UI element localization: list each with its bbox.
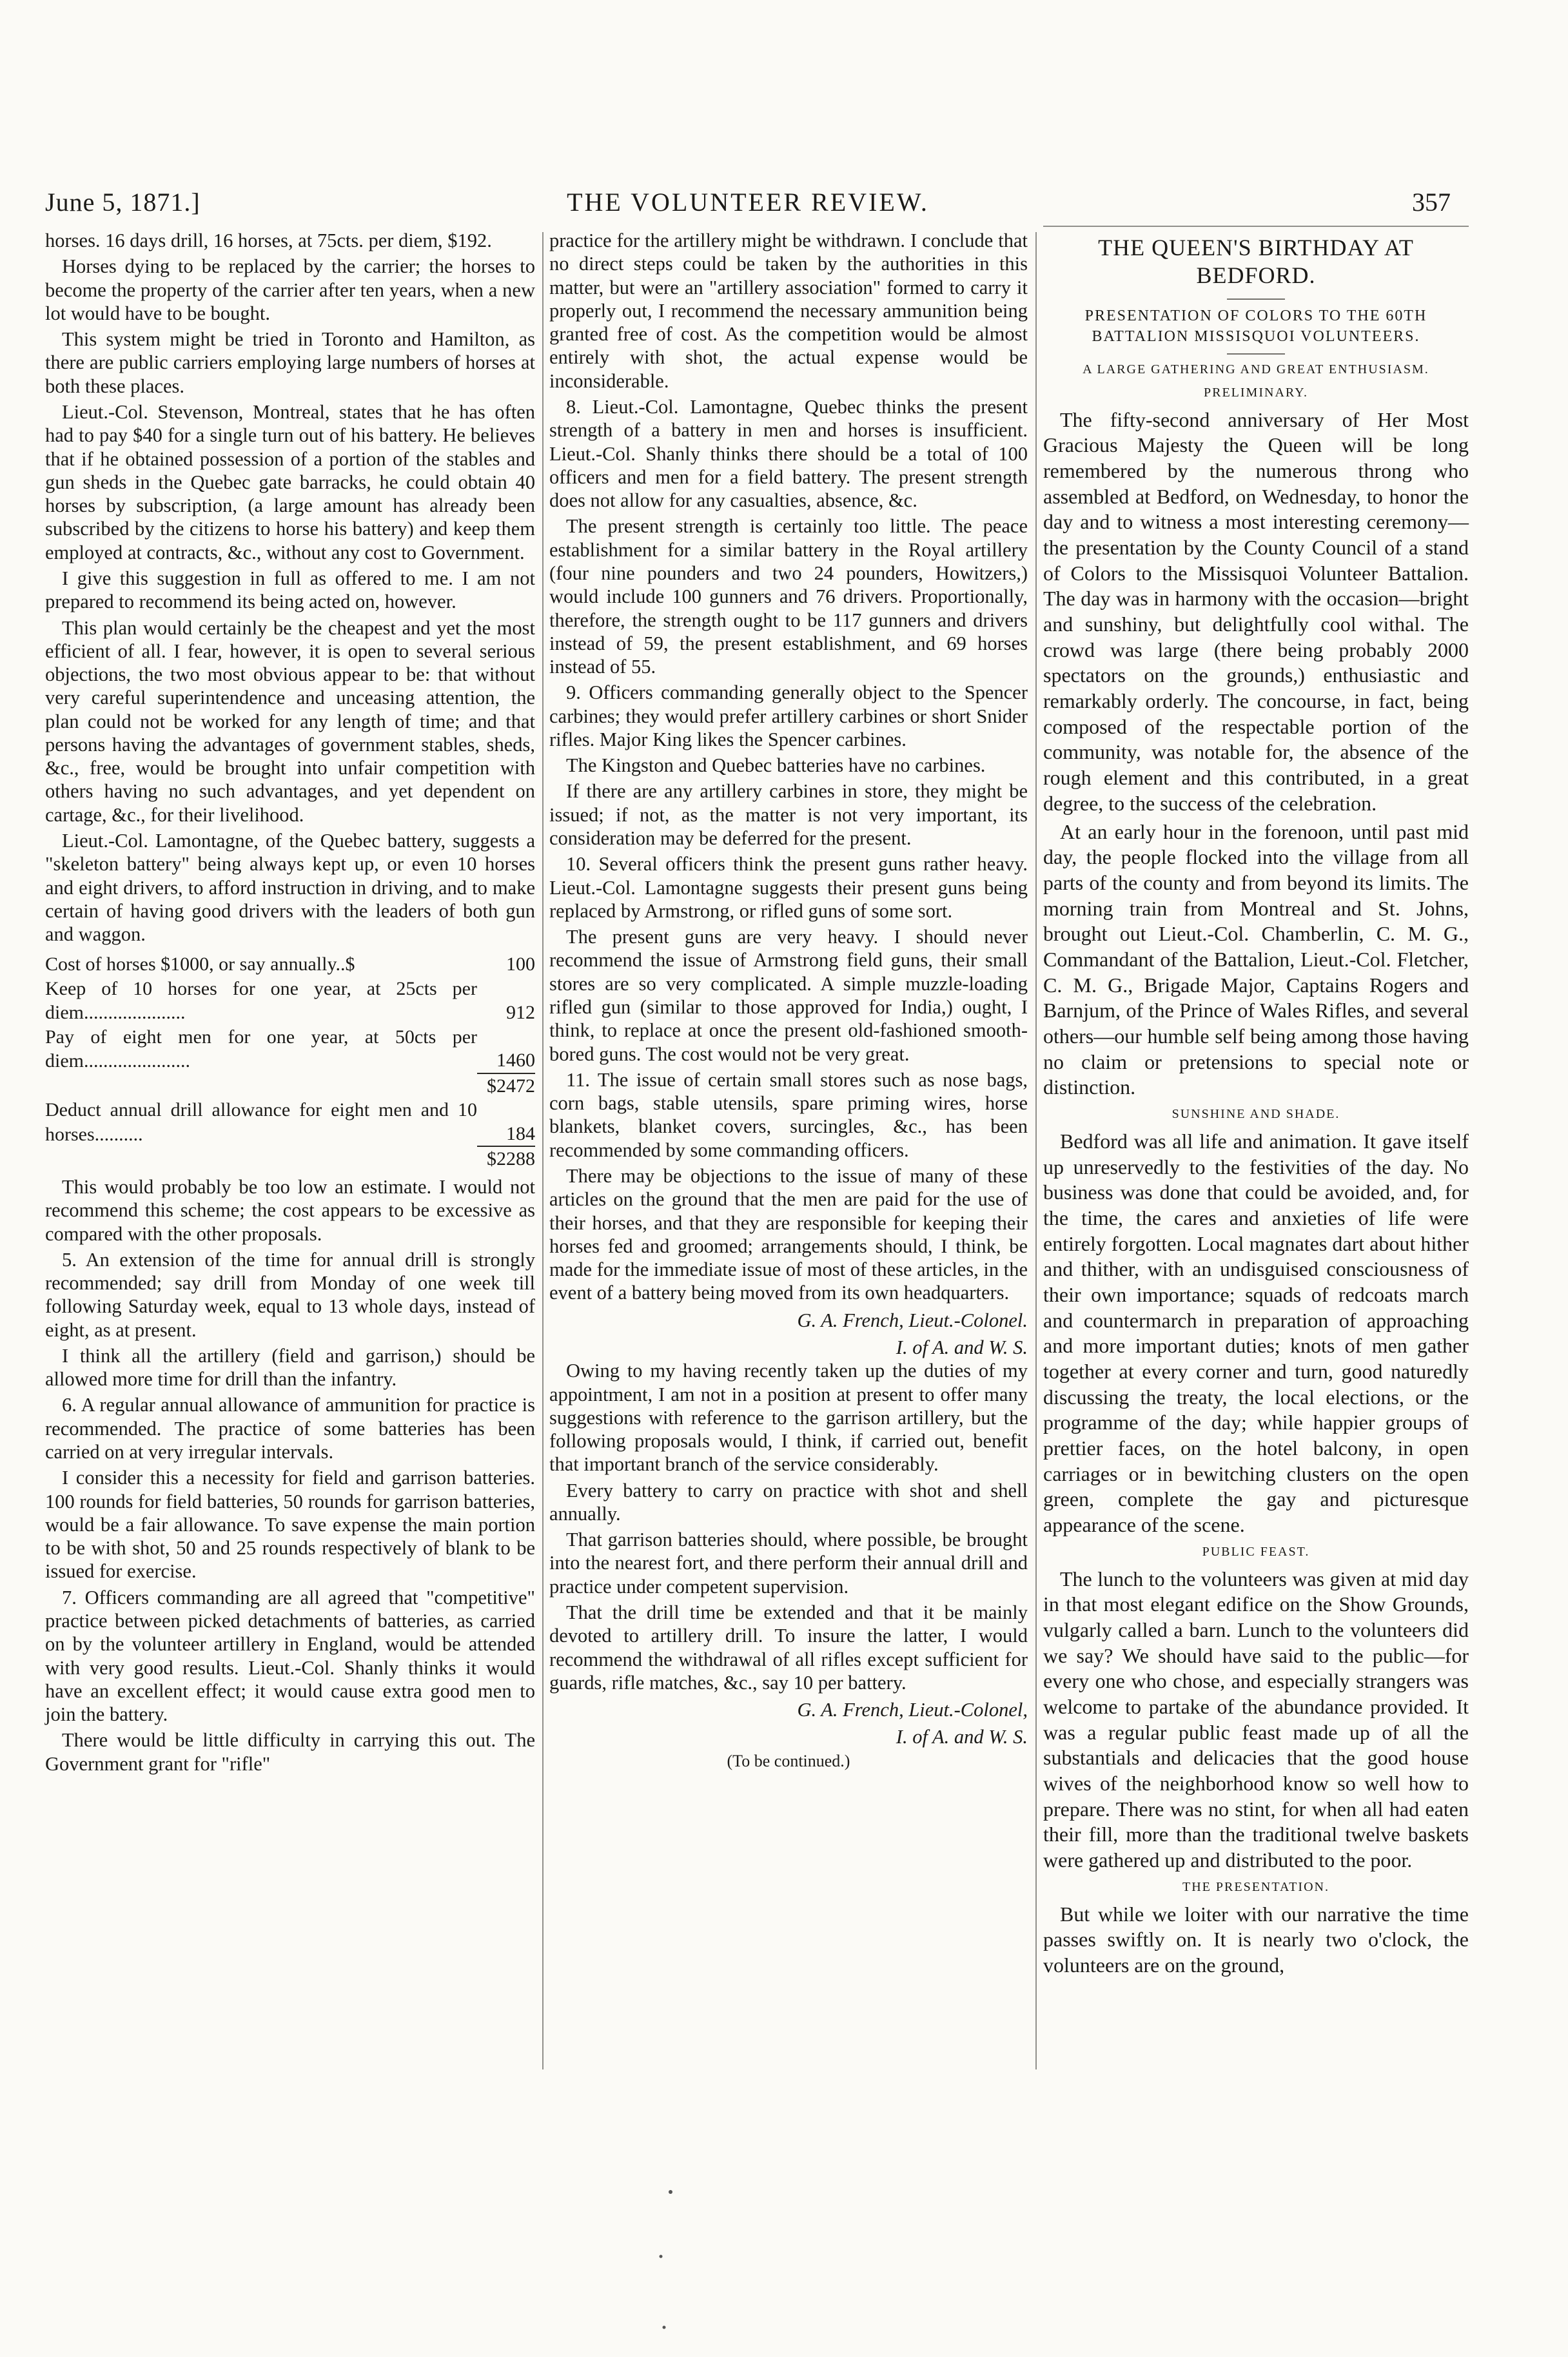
paragraph: But while we loiter with our narrative the time passes swiftly on. It is nearly two o'clock, the volunteers are on the ground, [1043,1902,1469,1977]
column-divider-2 [1035,232,1037,2069]
account-amount: 184 [506,1122,535,1144]
article-title: THE QUEEN'S BIRTHDAY AT BEDFORD. [1098,235,1414,289]
signature-title: I. of A. and W. S. [896,1726,1028,1748]
account-amount: 1460 [496,1050,535,1071]
paragraph: The lunch to the volunteers was given at mid day in that most elegant edifice on the Show Grounds, vulgarly called a barn. Lunch to the volunteers did we say? We should have said to the public—for every one who chose, and especially strangers was welcome to partake of the abundance provided. It was a regular public feast made up of all the substantials and delicacies that the good house wives of the neighborhood know so well how to prepare. There was no stint, for when all had eaten their fill, more than the traditional twelve baskets were gathered up and distributed to the poor. [1043,1567,1469,1872]
paragraph: That garrison batteries should, where possible, be brought into the nearest fort, and there perform their annual drill and practice under competent supervision. [549,1529,1028,1598]
article-top-rule [1043,226,1469,227]
account-total: $2288 [477,1146,535,1171]
page-number: 357 [1412,188,1451,217]
account-amount: 100 [506,954,535,975]
paragraph: Bedford was all life and animation. It gave itself up unreservedly to the festivities of the day. No business was done that could be avoided, and, for the time, the cares and anxieties of life were entirely forgotten. Local magnates dart about hither and thither, with an undisguised consciousness of their own importance; squads of redcoats march and countermarch in preparation of approaching and more important duties; knots of men gather together at every corner and turn, good naturedly discussing the treaty, the local elections, or the programme of the day; while happier groups of prettier faces, on the hotel balcony, in open carriages or in bewitching clusters on the open green, complete the gay and picturesque appearance of the scene. [1043,1129,1469,1536]
paragraph: At an early hour in the forenoon, until past mid day, the people flocked into the village from all parts of the county and from beyond its limits. The morning train from Montreal and St. Johns, brought out Lieut.-Col. Chamberlin, C. M. G., Commandant of the Battalion, Lieut.-Col. Fletcher, C. M. G., Brigade Major, Captains Rogers and Barnjum, of the Prince of Wales Rifles, and several others—our humble self being among those having no claim or pretensions to special note or distinction. [1043,819,1469,1099]
paragraph: There would be little difficulty in carrying this out. The Government grant for "rifle" [45,1729,535,1775]
paragraph: The present guns are very heavy. I should never recommend the issue of Armstrong field guns, their small stores are so very complicated. A simple muzzle-loading rifled gun (similar to those approved for India,) ought, I think, to replace at once the present old-fashioned smooth-bored guns. The cost would not be very great. [549,926,1028,1065]
table-row [45,952,535,977]
paragraph: Owing to my having recently taken up the duties of my appointment, I am not in a position at present to offer many suggestions with reference to the garrison artillery, but the following proposals would, I think, if carried out, benefit that important branch of the service considerably. [549,1360,1028,1476]
page-header [45,187,1451,226]
section-heading: PRELIMINARY. [1204,385,1308,400]
paragraph: 10. Several officers think the present guns rather heavy. Lieut.-Col. Lamontagne suggests their present guns being replaced by Armstrong, or rifled guns of some sort. [549,853,1028,922]
paragraph: practice for the artillery might be withdrawn. I conclude that no direct steps could be taken by the authorities in this matter, but were an "artillery association" formed to carry it properly out, I recommend the necessary ammunition being granted free of cost. As the competition would be almost entirely with shot, the actual expense would be inconsiderable. [549,230,1028,392]
table-row [45,1098,535,1146]
cost-account-table [45,952,535,1171]
account-label: Keep of 10 horses for one year, at 25cts per diem..................... [45,977,477,1024]
paragraph: I give this suggestion in full as offered to me. I am not prepared to recommend its being acted on, however. [45,567,535,613]
signature-title: I. of A. and W. S. [896,1336,1028,1358]
paragraph: 6. A regular annual allowance of ammunition for practice is recommended. The practice of some batteries has been carried on at very irregular intervals. [45,1394,535,1463]
signature-name: G. A. French, Lieut.-Colonel. [797,1309,1028,1331]
paragraph: 8. Lieut.-Col. Lamontagne, Quebec thinks the present strength of a battery in men and horses is insufficient. Lieut.-Col. Shanly thinks there should be a total of 100 officers and men for a field battery. The present strength does not allow for any casualties, absence, &c. [549,395,1028,512]
signature-name: G. A. French, Lieut.-Colonel, [797,1699,1028,1721]
to-be-continued: (To be continued.) [727,1751,850,1770]
table-row [45,977,535,1025]
section-heading: PUBLIC FEAST. [1202,1544,1310,1559]
account-label: Pay of eight men for one year, at 50cts per diem...................... [45,1026,477,1072]
paragraph: Lieut.-Col. Stevenson, Montreal, states that he has often had to pay $40 for a single turn out of his battery. He believes that if he obtained possession of a portion of the stables and gun sheds in the Quebec gate barracks, he could obtain 40 horses by subscription, (a large amount has already been subscribed by the citizens to horse his battery) and keep them employed at contracts, &c., without any cost to Government. [45,400,535,563]
paragraph: This would probably be too low an estimate. I would not recommend this scheme; the cost appears to be excessive as compared with the other proposals. [45,1175,535,1245]
paragraph: 11. The issue of certain small stores such as nose bags, corn bags, stable utensils, spare priming wires, horse blankets, blanket covers, surcingles, &c., has been recommended by some commanding officers. [549,1068,1028,1161]
section-heading: SUNSHINE AND SHADE. [1171,1106,1340,1121]
column-divider-1 [542,232,544,2069]
paragraph: That the drill time be extended and that it be mainly devoted to artillery drill. To insure the latter, I would recommend the withdrawal of all rifles except sufficient for guards, rifle matches, &c., say 10 per battery. [549,1601,1028,1694]
column-1 [45,229,535,1778]
issue-date: June 5, 1871.] [45,188,201,217]
paragraph: The Kingston and Quebec batteries have no carbines. [566,754,986,777]
paragraph: This system might be tried in Toronto and Hamilton, as there are public carriers employing large numbers of horses at both these places. [45,328,535,397]
column-2 [549,229,1028,1774]
paragraph: There may be objections to the issue of many of these articles on the ground that the men are paid for the use of their horses, and that they are responsible for keeping their horses fed and groomed; arrangements should, I think, be made for the immediate issue of most of these articles, in the event of a battery being moved from its own headquarters. [549,1164,1028,1304]
article-subtitle: A LARGE GATHERING AND GREAT ENTHUSIASM. [1083,362,1429,377]
account-subtotal: $2472 [477,1073,535,1099]
paragraph: 9. Officers commanding generally object to the Spencer carbines; they would prefer artillery carbines or short Snider rifles. Major King likes the Spencer carbines. [549,681,1028,750]
paragraph: horses. 16 days drill, 16 horses, at 75cts. per diem, $192. [45,230,492,251]
column-3 [1043,229,1469,1981]
table-row [45,1146,535,1171]
divider [1227,353,1285,355]
paragraph: If there are any artillery carbines in store, they might be issued; if not, as the matter is not very important, its consideration may be deferred for the present. [549,780,1028,850]
paragraph: The present strength is certainly too little. The peace establishment for a similar battery in the Royal artillery (four nine pounders and two 24 pounders, Howitzers,) would include 100 gunners and 76 drivers. Proportionally, therefore, the strength ought to be 117 gunners and drivers instead of 59, the present establishment, and 69 horses instead of 55. [549,515,1028,678]
paragraph: 5. An extension of the time for annual drill is strongly recommended; say drill from Monday of one week till following Saturday week, equal to 13 whole days, instead of eight, as at present. [45,1248,535,1341]
paragraph: I consider this a necessity for field and garrison batteries. 100 rounds for field batteries, 50 rounds for garrison batteries, would be a fair allowance. To save expense the main portion to be with shot, 50 and 25 rounds respectively of blank to be issued for exercise. [45,1467,535,1583]
print-specks [658,2179,851,2340]
account-label: Deduct annual drill allowance for eight men and 10 horses.......... [45,1099,477,1145]
paragraph: Every battery to carry on practice with shot and shell annually. [549,1479,1028,1525]
section-heading: THE PRESENTATION. [1182,1879,1329,1894]
table-row [45,1025,535,1073]
paragraph: Lieut.-Col. Lamontagne, of the Quebec battery, suggests a "skeleton battery" being always kept up, or even 10 horses and eight drivers, to afford instruction in driving, and to make certain of having good drivers with the leaders of both gun and waggon. [45,830,535,946]
paragraph: 7. Officers commanding are all agreed that "competitive" practice between picked detachments of batteries, as carried on by the volunteer artillery in England, would be attended with very good results. Lieut.-Col. Shanly thinks it would have an excellent effect; it would cause extra good men to join the battery. [45,1586,535,1726]
table-row [45,1073,535,1099]
paragraph: This plan would certainly be the cheapest and yet the most efficient of all. I fear, however, it is open to several serious objections, the two most obvious appear to be: that without very careful superintendence and unceasing attention, the plan could not be worked for any length of time; and that persons having the advantages of government stables, sheds, &c., free, would be brought into unfair competition with others having no such advantages, and yet dependent on cartage, &c., for their livelihood. [45,616,535,826]
account-label: Cost of horses $1000, or say annually..$ [45,954,355,975]
divider [1227,298,1285,300]
article-subtitle: PRESENTATION OF COLORS TO THE 60TH BATTALION MISSISQUOI VOLUNTEERS. [1084,308,1427,345]
account-amount: 912 [506,1002,535,1024]
publication-title: THE VOLUNTEER REVIEW. [567,188,929,217]
paragraph: The fifty-second anniversary of Her Most Gracious Majesty the Queen will be long remembered by the numerous throng who assembled at Bedford, on Wednesday, to honor the day and to witness a most interesting ceremony—the presentation by the County Council of a stand of Colors to the Missisquoi Volunteer Battalion. The day was in harmony with the occasion—bright and sunshiny, but delightfully cool withal. The crowd was large (there being probably 2000 spectators on the grounds,) enthusiastic and remarkably orderly. The concourse, in fact, being composed of the respectable portion of the community, was notable for, the absence of the rough element and this contributed, in a great degree, to the success of the celebration. [1043,407,1469,815]
paragraph: Horses dying to be replaced by the carrier; the horses to become the property of the carrier after ten years, when a new lot would have to be bought. [45,255,535,324]
paragraph: I think all the artillery (field and garrison,) should be allowed more time for drill than the infantry. [45,1344,535,1391]
